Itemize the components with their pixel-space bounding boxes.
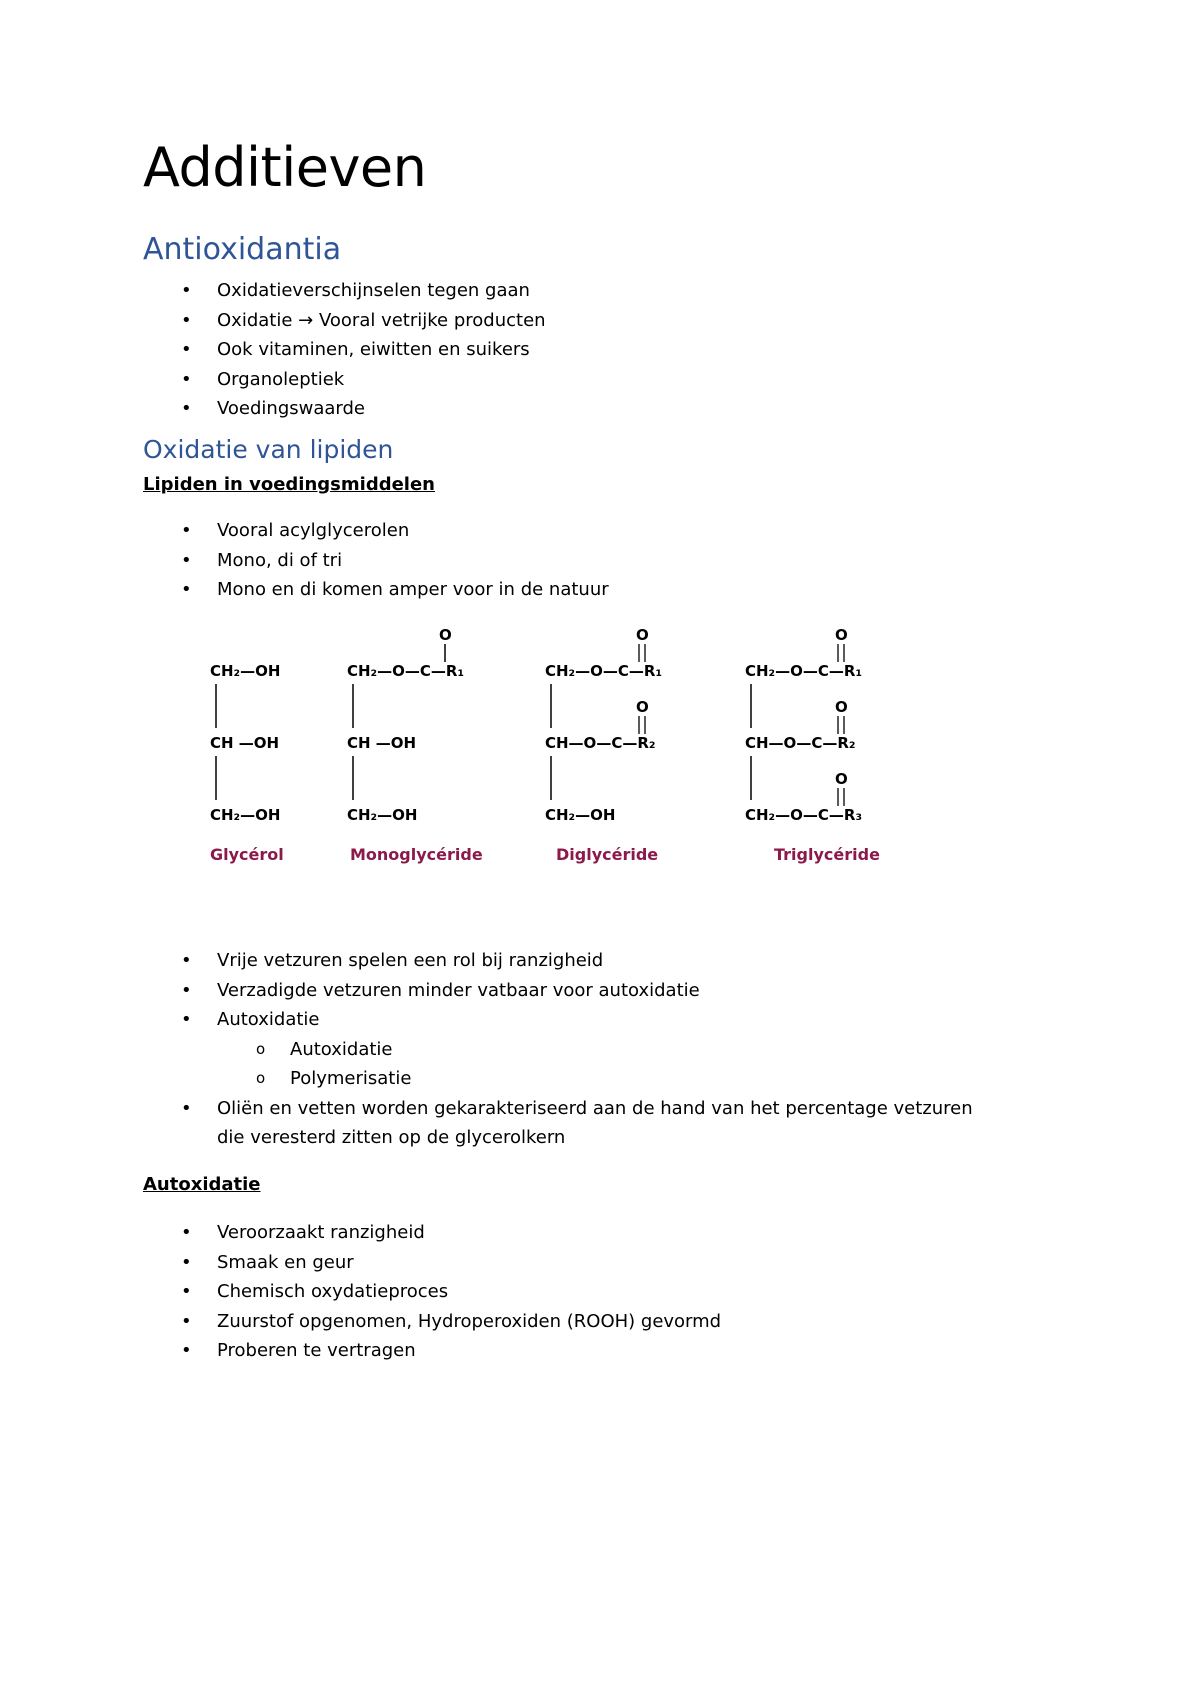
di-row-2: CH—O—C—R₂ bbox=[545, 734, 656, 752]
subheading-lipiden: Lipiden in voedingsmiddelen bbox=[143, 474, 435, 495]
list-item bbox=[0, 516, 1200, 546]
label-triglyceride: Triglycéride bbox=[774, 845, 880, 864]
list-item-text: Autoxidatie bbox=[290, 1038, 393, 1060]
list-item-text: Vrije vetzuren spelen een rol bij ranzigheid bbox=[217, 950, 604, 971]
bullet-icon: • bbox=[181, 950, 192, 971]
mono-row-3: CH₂—OH bbox=[347, 806, 418, 824]
bullet-icon: o bbox=[256, 1039, 266, 1058]
mono-row-1: CH₂—O—C—R₁ bbox=[347, 662, 465, 680]
list-item-text: Polymerisatie bbox=[290, 1068, 412, 1089]
list-item-text: Veroorzaakt ranzigheid bbox=[217, 1222, 425, 1243]
list-item bbox=[0, 546, 1200, 576]
bullet-icon: o bbox=[256, 1069, 266, 1087]
mono-row-2: CH —OH bbox=[347, 734, 417, 752]
list-item-text: Oxidatie bbox=[217, 309, 293, 331]
list-item-text: Proberen te vertragen bbox=[217, 1340, 416, 1361]
oxygen-label: O bbox=[835, 770, 848, 788]
list-item bbox=[0, 575, 1200, 605]
glycerol-row-1: CH₂—OH bbox=[210, 662, 281, 680]
oxygen-label: O bbox=[835, 698, 848, 716]
list-item bbox=[0, 1035, 1200, 1065]
list-item bbox=[0, 1277, 1200, 1307]
oxygen-label: O bbox=[835, 626, 848, 644]
list-item-text: Ook vitaminen, eiwitten en suikers bbox=[217, 339, 530, 360]
list-item bbox=[0, 365, 1200, 395]
label-diglyceride: Diglycéride bbox=[556, 845, 659, 864]
oxidatie-list bbox=[0, 946, 1200, 1153]
list-item-text: Oliën en vetten worden gekarakteriseerd aan de hand van het percentage vetzuren die veresterd zitten op de glycerolkern bbox=[217, 1097, 973, 1148]
list-item bbox=[0, 1064, 1200, 1094]
list-item-text: Vooral vetrijke producten bbox=[318, 309, 546, 331]
list-item-text: Mono en di komen amper voor in de natuur bbox=[217, 579, 609, 600]
list-item-text: Voedingswaarde bbox=[217, 398, 366, 419]
bullet-icon: • bbox=[181, 520, 192, 541]
label-monoglyceride: Monoglycéride bbox=[350, 845, 483, 864]
oxygen-label: O bbox=[636, 626, 649, 644]
list-item-text: Organoleptiek bbox=[217, 368, 345, 390]
list-item-text: Smaak en geur bbox=[217, 1251, 354, 1273]
bullet-icon: • bbox=[181, 1281, 192, 1302]
list-item bbox=[0, 1336, 1200, 1366]
list-item bbox=[0, 946, 1200, 976]
heading-oxidatie-van-lipiden: Oxidatie van lipiden bbox=[143, 435, 394, 464]
bullet-icon: • bbox=[181, 309, 192, 331]
bullet-icon: • bbox=[181, 398, 192, 419]
bullet-icon: • bbox=[181, 579, 192, 600]
list-item bbox=[0, 276, 1200, 306]
glycerol-structure bbox=[210, 662, 280, 824]
page-title: Additieven bbox=[143, 136, 427, 199]
bullet-icon: • bbox=[181, 339, 192, 360]
oxygen-label: O bbox=[636, 698, 649, 716]
list-item-text: Zuurstof opgenomen, Hydroperoxiden (ROOH) gevormd bbox=[217, 1310, 722, 1332]
list-item bbox=[0, 1307, 1200, 1337]
glycerol-row-3: CH₂—OH bbox=[210, 806, 281, 824]
tri-row-1: CH₂—O—C—R₁ bbox=[745, 662, 863, 680]
list-item bbox=[0, 1005, 1200, 1035]
list-item bbox=[0, 1248, 1200, 1278]
list-item-text: Vooral acylglycerolen bbox=[217, 520, 410, 541]
list-item-text: Mono, di of tri bbox=[217, 549, 343, 571]
bullet-icon: • bbox=[181, 979, 192, 1001]
bullet-icon: • bbox=[181, 1340, 192, 1361]
tri-row-2: CH—O—C—R₂ bbox=[745, 734, 856, 752]
bullet-icon: • bbox=[181, 1009, 192, 1030]
label-glycerol: Glycérol bbox=[210, 845, 284, 864]
bullet-icon: • bbox=[181, 1097, 192, 1119]
arrow-right-icon: → bbox=[298, 309, 314, 331]
di-row-3: CH₂—OH bbox=[545, 806, 616, 824]
glycerol-row-2: CH —OH bbox=[210, 734, 280, 752]
monoglyceride-structure bbox=[347, 626, 464, 824]
triglyceride-structure bbox=[745, 626, 862, 824]
glyceride-structures-diagram bbox=[200, 620, 920, 870]
list-item-text: Oxidatieverschijnselen tegen gaan bbox=[217, 280, 530, 301]
bullet-icon: • bbox=[181, 368, 192, 390]
list-item-text: Verzadigde vetzuren minder vatbaar voor autoxidatie bbox=[217, 979, 700, 1001]
heading-antioxidantia: Antioxidantia bbox=[143, 232, 342, 267]
list-item bbox=[0, 306, 1200, 336]
list-item bbox=[0, 335, 1200, 365]
diglyceride-structure bbox=[545, 626, 662, 824]
list-item-text: Autoxidatie bbox=[217, 1009, 320, 1030]
list-item bbox=[0, 976, 1200, 1006]
lipiden-list bbox=[0, 516, 1200, 605]
list-item-text: Chemisch oxydatieproces bbox=[217, 1281, 449, 1302]
bullet-icon: • bbox=[181, 280, 192, 301]
list-item bbox=[0, 1094, 997, 1153]
list-item bbox=[0, 394, 1200, 424]
di-row-1: CH₂—O—C—R₁ bbox=[545, 662, 663, 680]
bullet-icon: • bbox=[181, 1251, 192, 1273]
tri-row-3: CH₂—O—C—R₃ bbox=[745, 806, 863, 824]
list-item bbox=[0, 1218, 1200, 1248]
bullet-icon: • bbox=[181, 549, 192, 571]
oxygen-label: O bbox=[439, 626, 452, 644]
bullet-icon: • bbox=[181, 1222, 192, 1243]
antioxidantia-list bbox=[0, 276, 1200, 424]
subheading-autoxidatie: Autoxidatie bbox=[143, 1174, 261, 1195]
autoxidatie-list bbox=[0, 1218, 1200, 1366]
bullet-icon: • bbox=[181, 1310, 192, 1332]
